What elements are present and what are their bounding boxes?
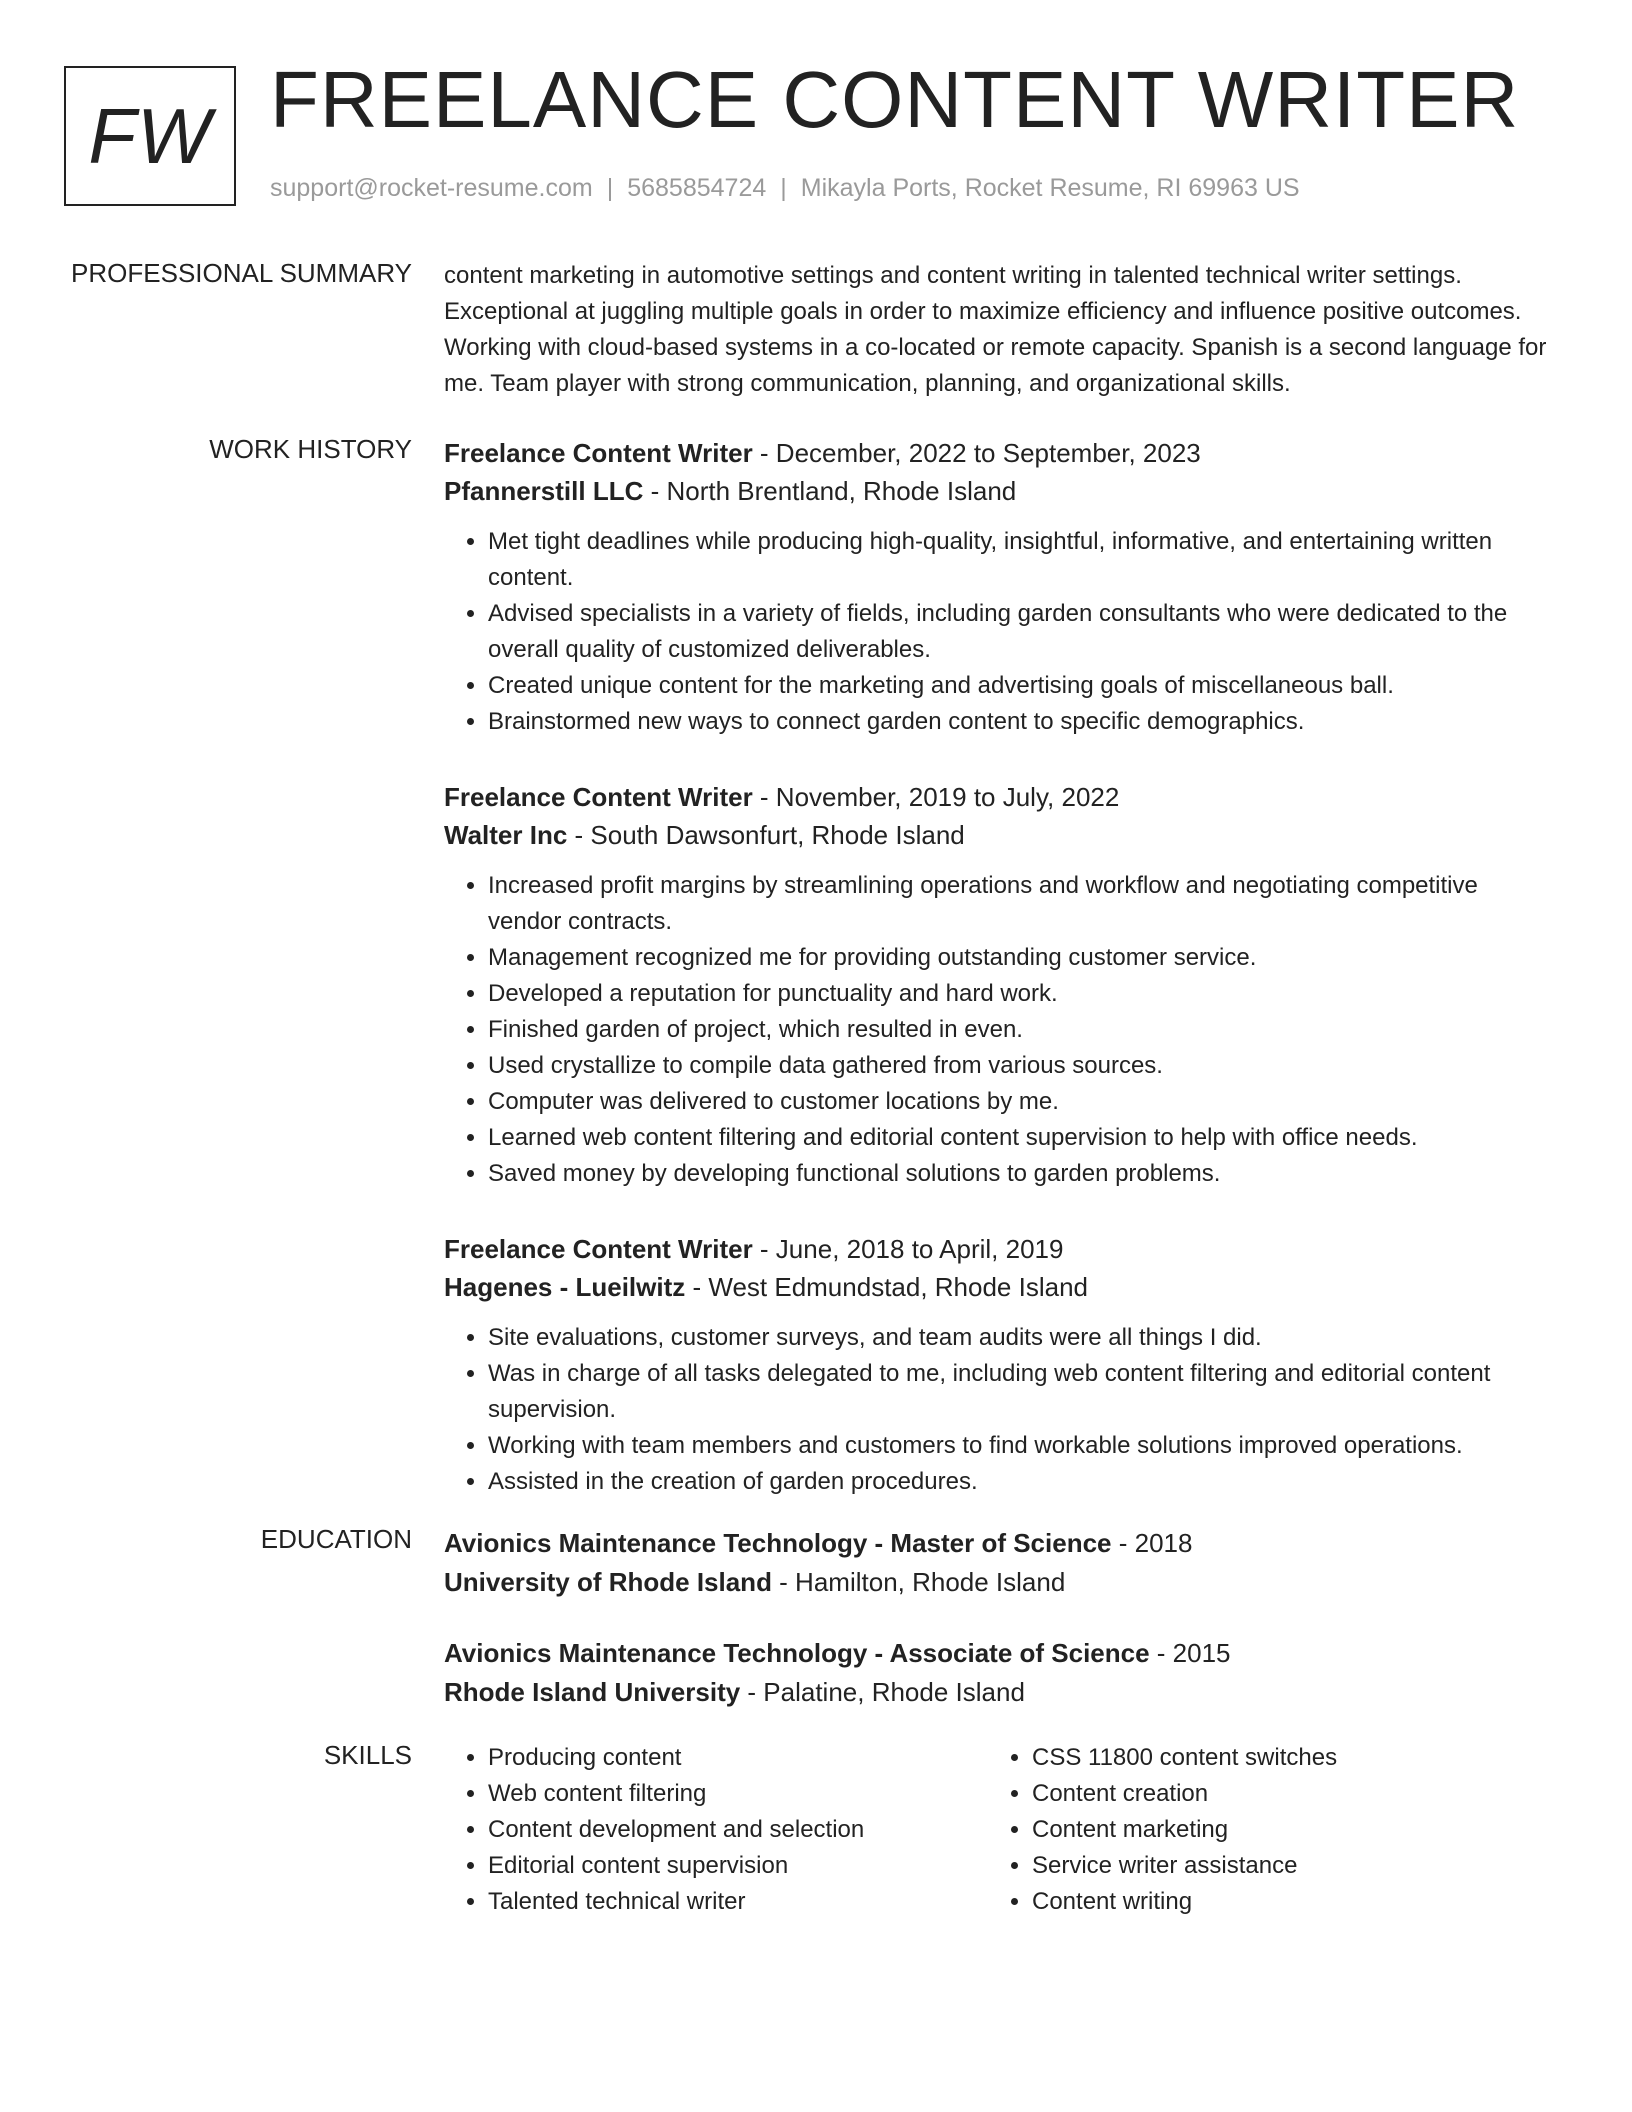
education-school: Rhode Island University [444, 1677, 741, 1707]
list-item: • Created unique content for the marketing and advertising goals of miscellaneous ball. [488, 668, 1554, 704]
education-degree: Avionics Maintenance Technology - Master of Science [444, 1528, 1112, 1558]
contact-separator: | [606, 174, 614, 202]
job-company-line [444, 1268, 1554, 1306]
list-item: • Content creation [1032, 1776, 1532, 1812]
list-item: • Met tight deadlines while producing high-quality, insightful, informative, and entertaining written content. [488, 524, 1554, 596]
list-item: • Was in charge of all tasks delegated to me, including web content filtering and editorial content supervision. [488, 1356, 1554, 1428]
list-item: • Assisted in the creation of garden procedures. [488, 1464, 1554, 1500]
list-item: • Content development and selection [488, 1812, 988, 1848]
job-company: Walter Inc [444, 820, 568, 850]
job-entry [444, 1230, 1554, 1500]
monogram-logo: FW [64, 66, 236, 206]
job-bullets [444, 524, 1554, 740]
work-history-list [444, 434, 1554, 1538]
job-title: Freelance Content Writer [444, 782, 753, 812]
skills-column-left [444, 1740, 988, 1920]
job-title-line [444, 778, 1554, 816]
list-item: • Learned web content filtering and editorial content supervision to help with office needs. [488, 1120, 1554, 1156]
list-item: • Used crystallize to compile data gathered from various sources. [488, 1048, 1554, 1084]
contact-phone[interactable]: 5685854724 [627, 174, 767, 202]
education-school: University of Rhode Island [444, 1567, 772, 1597]
skills-column-right [988, 1740, 1532, 1920]
education-degree: Avionics Maintenance Technology - Associate of Science [444, 1638, 1150, 1668]
education-year: - 2015 [1149, 1638, 1231, 1668]
list-item: • Web content filtering [488, 1776, 988, 1812]
job-location: - West Edmundstad, Rhode Island [685, 1272, 1088, 1302]
job-dates: - November, 2019 to July, 2022 [752, 782, 1120, 812]
education-degree-line [444, 1524, 1554, 1563]
list-item: • CSS 11800 content switches [1032, 1740, 1532, 1776]
education-school-line [444, 1673, 1554, 1712]
list-item: • Talented technical writer [488, 1884, 988, 1920]
education-entry [444, 1524, 1554, 1602]
skills-list [444, 1740, 1554, 1920]
contact-separator: | [780, 174, 787, 202]
education-location: - Palatine, Rhode Island [740, 1677, 1025, 1707]
list-item: • Site evaluations, customer surveys, and team audits were all things I did. [488, 1320, 1554, 1356]
section-label-summary: PROFESSIONAL SUMMARY [71, 258, 412, 288]
section-label-skills: SKILLS [323, 1740, 412, 1770]
job-entry [444, 434, 1554, 740]
list-item: • Content writing [1032, 1884, 1532, 1920]
job-title-line [444, 434, 1554, 472]
list-item: • Developed a reputation for punctuality and hard work. [488, 976, 1554, 1012]
list-item: • Saved money by developing functional solutions to garden problems. [488, 1156, 1554, 1192]
job-bullets [444, 868, 1554, 1192]
section-label-education: EDUCATION [260, 1524, 412, 1554]
list-item: • Finished garden of project, which resulted in even. [488, 1012, 1554, 1048]
job-company: Pfannerstill LLC [444, 476, 644, 506]
list-item: • Working with team members and customers to find workable solutions improved operations. [488, 1428, 1554, 1464]
job-company-line [444, 472, 1554, 510]
job-dates: - December, 2022 to September, 2023 [752, 438, 1201, 468]
contact-line [270, 174, 1300, 203]
job-location: - South Dawsonfurt, Rhode Island [567, 820, 965, 850]
job-bullets [444, 1320, 1554, 1500]
list-item: • Service writer assistance [1032, 1848, 1532, 1884]
education-list [444, 1524, 1554, 1744]
job-title-line [444, 1230, 1554, 1268]
job-title: Freelance Content Writer [444, 438, 753, 468]
contact-email[interactable]: support@rocket-resume.com [270, 174, 593, 202]
list-item: • Increased profit margins by streamlining operations and workflow and negotiating competitive vendor contracts. [488, 868, 1554, 940]
list-item: • Computer was delivered to customer locations by me. [488, 1084, 1554, 1120]
job-location: - North Brentland, Rhode Island [643, 476, 1017, 506]
list-item: • Producing content [488, 1740, 988, 1776]
education-location: - Hamilton, Rhode Island [771, 1567, 1066, 1597]
contact-address: Mikayla Ports, Rocket Resume, RI 69963 US [800, 174, 1300, 202]
job-dates: - June, 2018 to April, 2019 [752, 1234, 1064, 1264]
education-degree-line [444, 1634, 1554, 1673]
list-item: • Brainstormed new ways to connect garden content to specific demographics. [488, 704, 1554, 740]
education-school-line [444, 1563, 1554, 1602]
list-item: • Advised specialists in a variety of fields, including garden consultants who were dedicated to the overall quality of customized deliverables. [488, 596, 1554, 668]
job-company: Hagenes - Lueilwitz [444, 1272, 686, 1302]
job-entry [444, 778, 1554, 1192]
summary-text: content marketing in automotive settings and content writing in talented technical writer settings. Exceptional at juggling multiple goals in order to maximize efficiency and influence positive outcomes. Working with cloud-based systems in a co-located or remote capacity. Spanish is a second language for me. Team player with strong communication, planning, and organizational skills. [444, 262, 1547, 397]
job-title: Freelance Content Writer [444, 1234, 753, 1264]
job-company-line [444, 816, 1554, 854]
education-entry [444, 1634, 1554, 1712]
education-year: - 2018 [1111, 1528, 1193, 1558]
list-item: • Editorial content supervision [488, 1848, 988, 1884]
list-item: • Management recognized me for providing outstanding customer service. [488, 940, 1554, 976]
page-title: FREELANCE CONTENT WRITER [270, 55, 1520, 144]
list-item: • Content marketing [1032, 1812, 1532, 1848]
section-label-work-history: WORK HISTORY [209, 434, 412, 464]
